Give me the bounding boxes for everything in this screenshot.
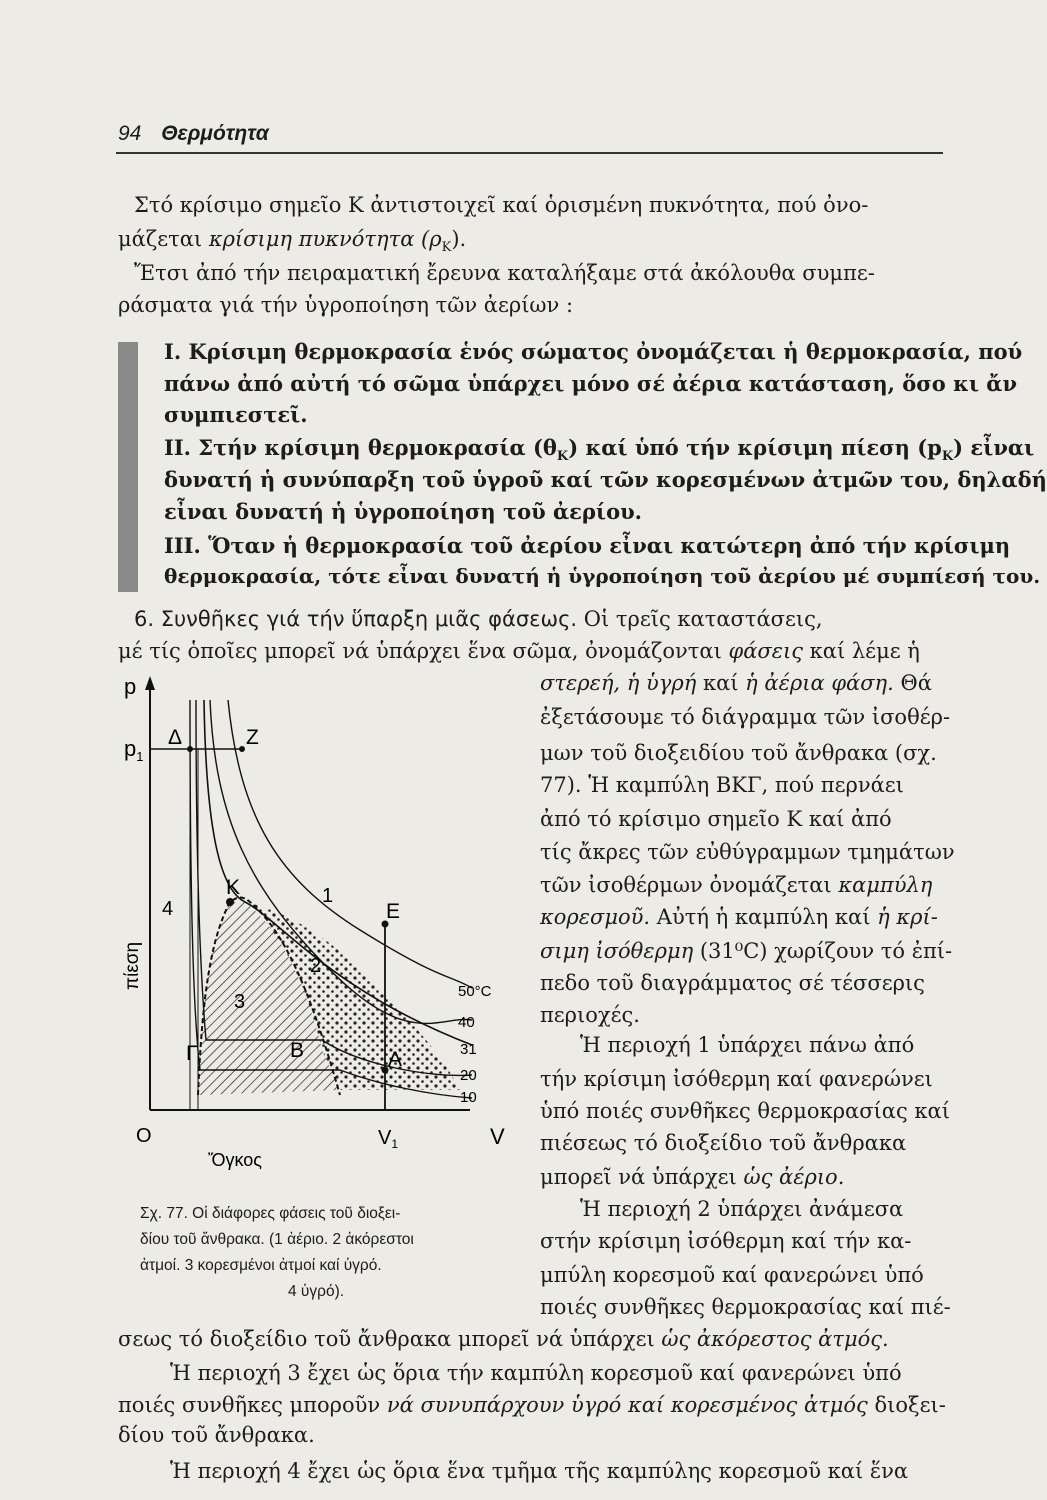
- intro-line-1: Στό κρίσιμο σημεῖο Κ ἀντιστοιχεῖ καί ὁρισμένη πυκνότητα, πού ὀνο-: [134, 193, 869, 217]
- point-K: [226, 898, 234, 906]
- right-column-line: περιοχές.: [540, 1003, 640, 1027]
- bottom-line: δίου τοῦ ἄνθρακα.: [118, 1423, 315, 1447]
- right-column-line: πιέσεως τό διοξείδιο τοῦ ἄνθρακα: [540, 1131, 907, 1155]
- intro-line-3: Ἔτσι ἀπό τήν πειραματική ἔρευνα καταλήξαμε στά ἀκόλουθα συμπε-: [134, 261, 875, 285]
- conclusion-2-line-2: δυνατή ἡ συνύπαρξη τοῦ ὑγροῦ καί τῶν κορεσμένων ἀτμῶν του, δηλαδή: [164, 467, 1047, 492]
- right-column-line: ποιές συνθῆκες θερμοκρασίας καί πιέ-: [540, 1295, 951, 1319]
- right-column-line: ὑπό ποιές συνθῆκες θερμοκρασίας καί: [540, 1099, 950, 1123]
- conclusion-3-line-2: θερμοκρασία, τότε εἶναι δυνατή ἡ ὑγροποίηση τοῦ ἀερίου μέ συμπίεσή του.: [164, 564, 1041, 588]
- page-header: [118, 122, 269, 146]
- conclusion-2-line-1: II. Στήν κρίσιμη θερμοκρασία $(\theta_K)$ καί ὑπό τήν κρίσιμη πίεση $(p_K)$ εἶναι: [164, 435, 1035, 465]
- point-B-label: B: [290, 1039, 305, 1062]
- bottom-line: ποιές συνθῆκες μποροῦν νά συνυπάρχουν ὑγρό καί κορεσμένος ἀτμός διοξει-: [118, 1393, 946, 1417]
- figure-77: [110, 670, 530, 1170]
- bottom-line: Ἡ περιοχή 4 ἔχει ὡς ὅρια ἕνα τμῆμα τῆς καμπύλης κορεσμοῦ καί ἕνα: [170, 1459, 909, 1483]
- region-2-label: 2: [310, 955, 322, 977]
- right-column-line: μων τοῦ διοξειδίου τοῦ ἄνθρακα (σχ.: [540, 741, 937, 765]
- point-Z: [239, 746, 245, 752]
- right-column-line: τίς ἄκρες τῶν εὐθύγραμμων τμημάτων: [540, 840, 955, 864]
- intro-line-2: μάζεται κρίσιμη πυκνότητα $(\rho_K)$.: [118, 227, 467, 256]
- conclusion-1-line-3: συμπιεστεῖ.: [164, 402, 308, 427]
- point-K-label: K: [226, 876, 241, 899]
- point-Z-label: Z: [246, 726, 259, 749]
- caption-line-1: Σχ. 77. Οἱ διάφορες φάσεις τοῦ διοξει-: [140, 1205, 401, 1222]
- x-axis-label: V: [490, 1124, 505, 1149]
- y-axis-arrow: [145, 676, 155, 690]
- isotherm-label-40: 40: [458, 1014, 475, 1031]
- origin-label: O: [136, 1125, 152, 1147]
- conclusion-3-line-1: III. Ὅταν ἡ θερμοκρασία τοῦ ἀερίου εἶναι κατώτερη ἀπό τήν κρίσιμη: [164, 533, 1011, 558]
- isotherm-label-10: 10: [460, 1089, 477, 1106]
- caption-line-2: δίου τοῦ ἄνθρακα. (1 ἀέριο. 2 ἀκόρεστοι: [140, 1231, 414, 1248]
- intro-line-4: ράσματα γιά τήν ὑγροποίηση τῶν ἀερίων :: [118, 293, 574, 317]
- caption-line-4: 4 ὑγρό).: [288, 1283, 345, 1300]
- isotherm-label-50: 50°C: [458, 983, 492, 1000]
- region-3-label: 3: [234, 991, 246, 1013]
- highlight-bar: [118, 342, 138, 592]
- point-A-label: A: [388, 1048, 403, 1071]
- region-1-label: 1: [322, 885, 334, 907]
- isotherm-label-20: 20: [460, 1067, 477, 1084]
- region-4-label: 4: [162, 898, 174, 920]
- right-column-line: τήν κρίσιμη ἰσόθερμη καί φανερώνει: [540, 1067, 933, 1091]
- section-title: 6. Συνθῆκες γιά τήν ὕπαρξη μιᾶς φάσεως.: [134, 607, 578, 631]
- section-heading-line: 6. Συνθῆκες γιά τήν ὕπαρξη μιᾶς φάσεως. Οἱ τρεῖς καταστάσεις,: [134, 607, 823, 631]
- chapter-title: Θερμότητα: [161, 122, 269, 145]
- v1-label: $V_1$: [378, 1127, 399, 1151]
- conclusion-1-line-2: πάνω ἀπό αὐτή τό σῶμα ὑπάρχει μόνο σέ ἀέρια κατάσταση, ὅσο κι ἄν: [164, 371, 1018, 396]
- section-line-2: μέ τίς ὁποῖες μπορεῖ νά ὑπάρχει ἕνα σῶμα, ὀνομάζονται φάσεις καί λέμε ἡ: [118, 639, 920, 663]
- right-column-line: στερεή, ἡ ὑγρή καί ἡ ἀέρια φάση. Θά: [540, 671, 932, 695]
- right-column-line: μπορεῖ νά ὑπάρχει ὡς ἀέριο.: [540, 1165, 845, 1189]
- bottom-line: Ἡ περιοχή 3 ἔχει ὡς ὅρια τήν καμπύλη κορεσμοῦ καί φανερώνει ὑπό: [170, 1361, 902, 1385]
- point-D: [187, 746, 193, 752]
- x-axis-title: Ὄγκος: [208, 1150, 262, 1170]
- caption-line-3: ἀτμοί. 3 κορεσμένοι ἀτμοί καί ὑγρό.: [140, 1257, 382, 1274]
- point-E-label: E: [386, 900, 401, 923]
- right-column-line: τῶν ἰσοθέρμων ὀνομάζεται καμπύλη: [540, 873, 933, 897]
- y-axis-label: p: [124, 674, 137, 699]
- conclusion-2-line-3: εἶναι δυνατή ἡ ὑγροποίηση τοῦ ἀερίου.: [164, 499, 642, 524]
- right-column-line: κορεσμοῦ. Αὐτή ἡ καμπύλη καί ἡ κρί-: [540, 905, 938, 929]
- right-column-line: στήν κρίσιμη ἰσόθερμη καί τήν κα-: [540, 1229, 912, 1253]
- p1-label: $p_1$: [124, 736, 144, 764]
- y-axis-title: πίεση: [122, 941, 143, 990]
- right-column-line: ἐξετάσουμε τό διάγραμμα τῶν ἰσοθέρ-: [540, 705, 951, 729]
- right-column-line: 77). Ἡ καμπύλη ΒΚΓ, πού περνάει: [540, 773, 904, 797]
- right-column-line: μπύλη κορεσμοῦ καί φανερώνει ὑπό: [540, 1263, 924, 1287]
- right-column-line: σιμη ἰσόθερμη (31⁰C) χωρίζουν τό ἐπί-: [540, 939, 953, 963]
- page-number: 94: [118, 122, 142, 145]
- point-G-label: Γ: [186, 1042, 198, 1065]
- right-column-line: πεδο τοῦ διαγράμματος σέ τέσσερις: [540, 971, 925, 995]
- right-column-line: ἀπό τό κρίσιμο σημεῖο Κ καί ἀπό: [540, 807, 892, 831]
- isotherm-label-31: 31: [460, 1041, 477, 1058]
- point-D-label: Δ: [168, 726, 183, 749]
- right-column-line: Ἡ περιοχή 2 ὑπάρχει ἀνάμεσα: [580, 1197, 904, 1221]
- header-rule: [116, 152, 943, 154]
- conclusion-1-line-1: I. Κρίσιμη θερμοκρασία ἑνός σώματος ὀνομάζεται ἡ θερμοκρασία, πού: [164, 339, 1023, 364]
- bottom-line: σεως τό διοξείδιο τοῦ ἄνθρακα μπορεῖ νά ὑπάρχει ὡς ἀκόρεστος ἀτμός.: [118, 1327, 889, 1351]
- right-column-line: Ἡ περιοχή 1 ὑπάρχει πάνω ἀπό: [580, 1033, 915, 1057]
